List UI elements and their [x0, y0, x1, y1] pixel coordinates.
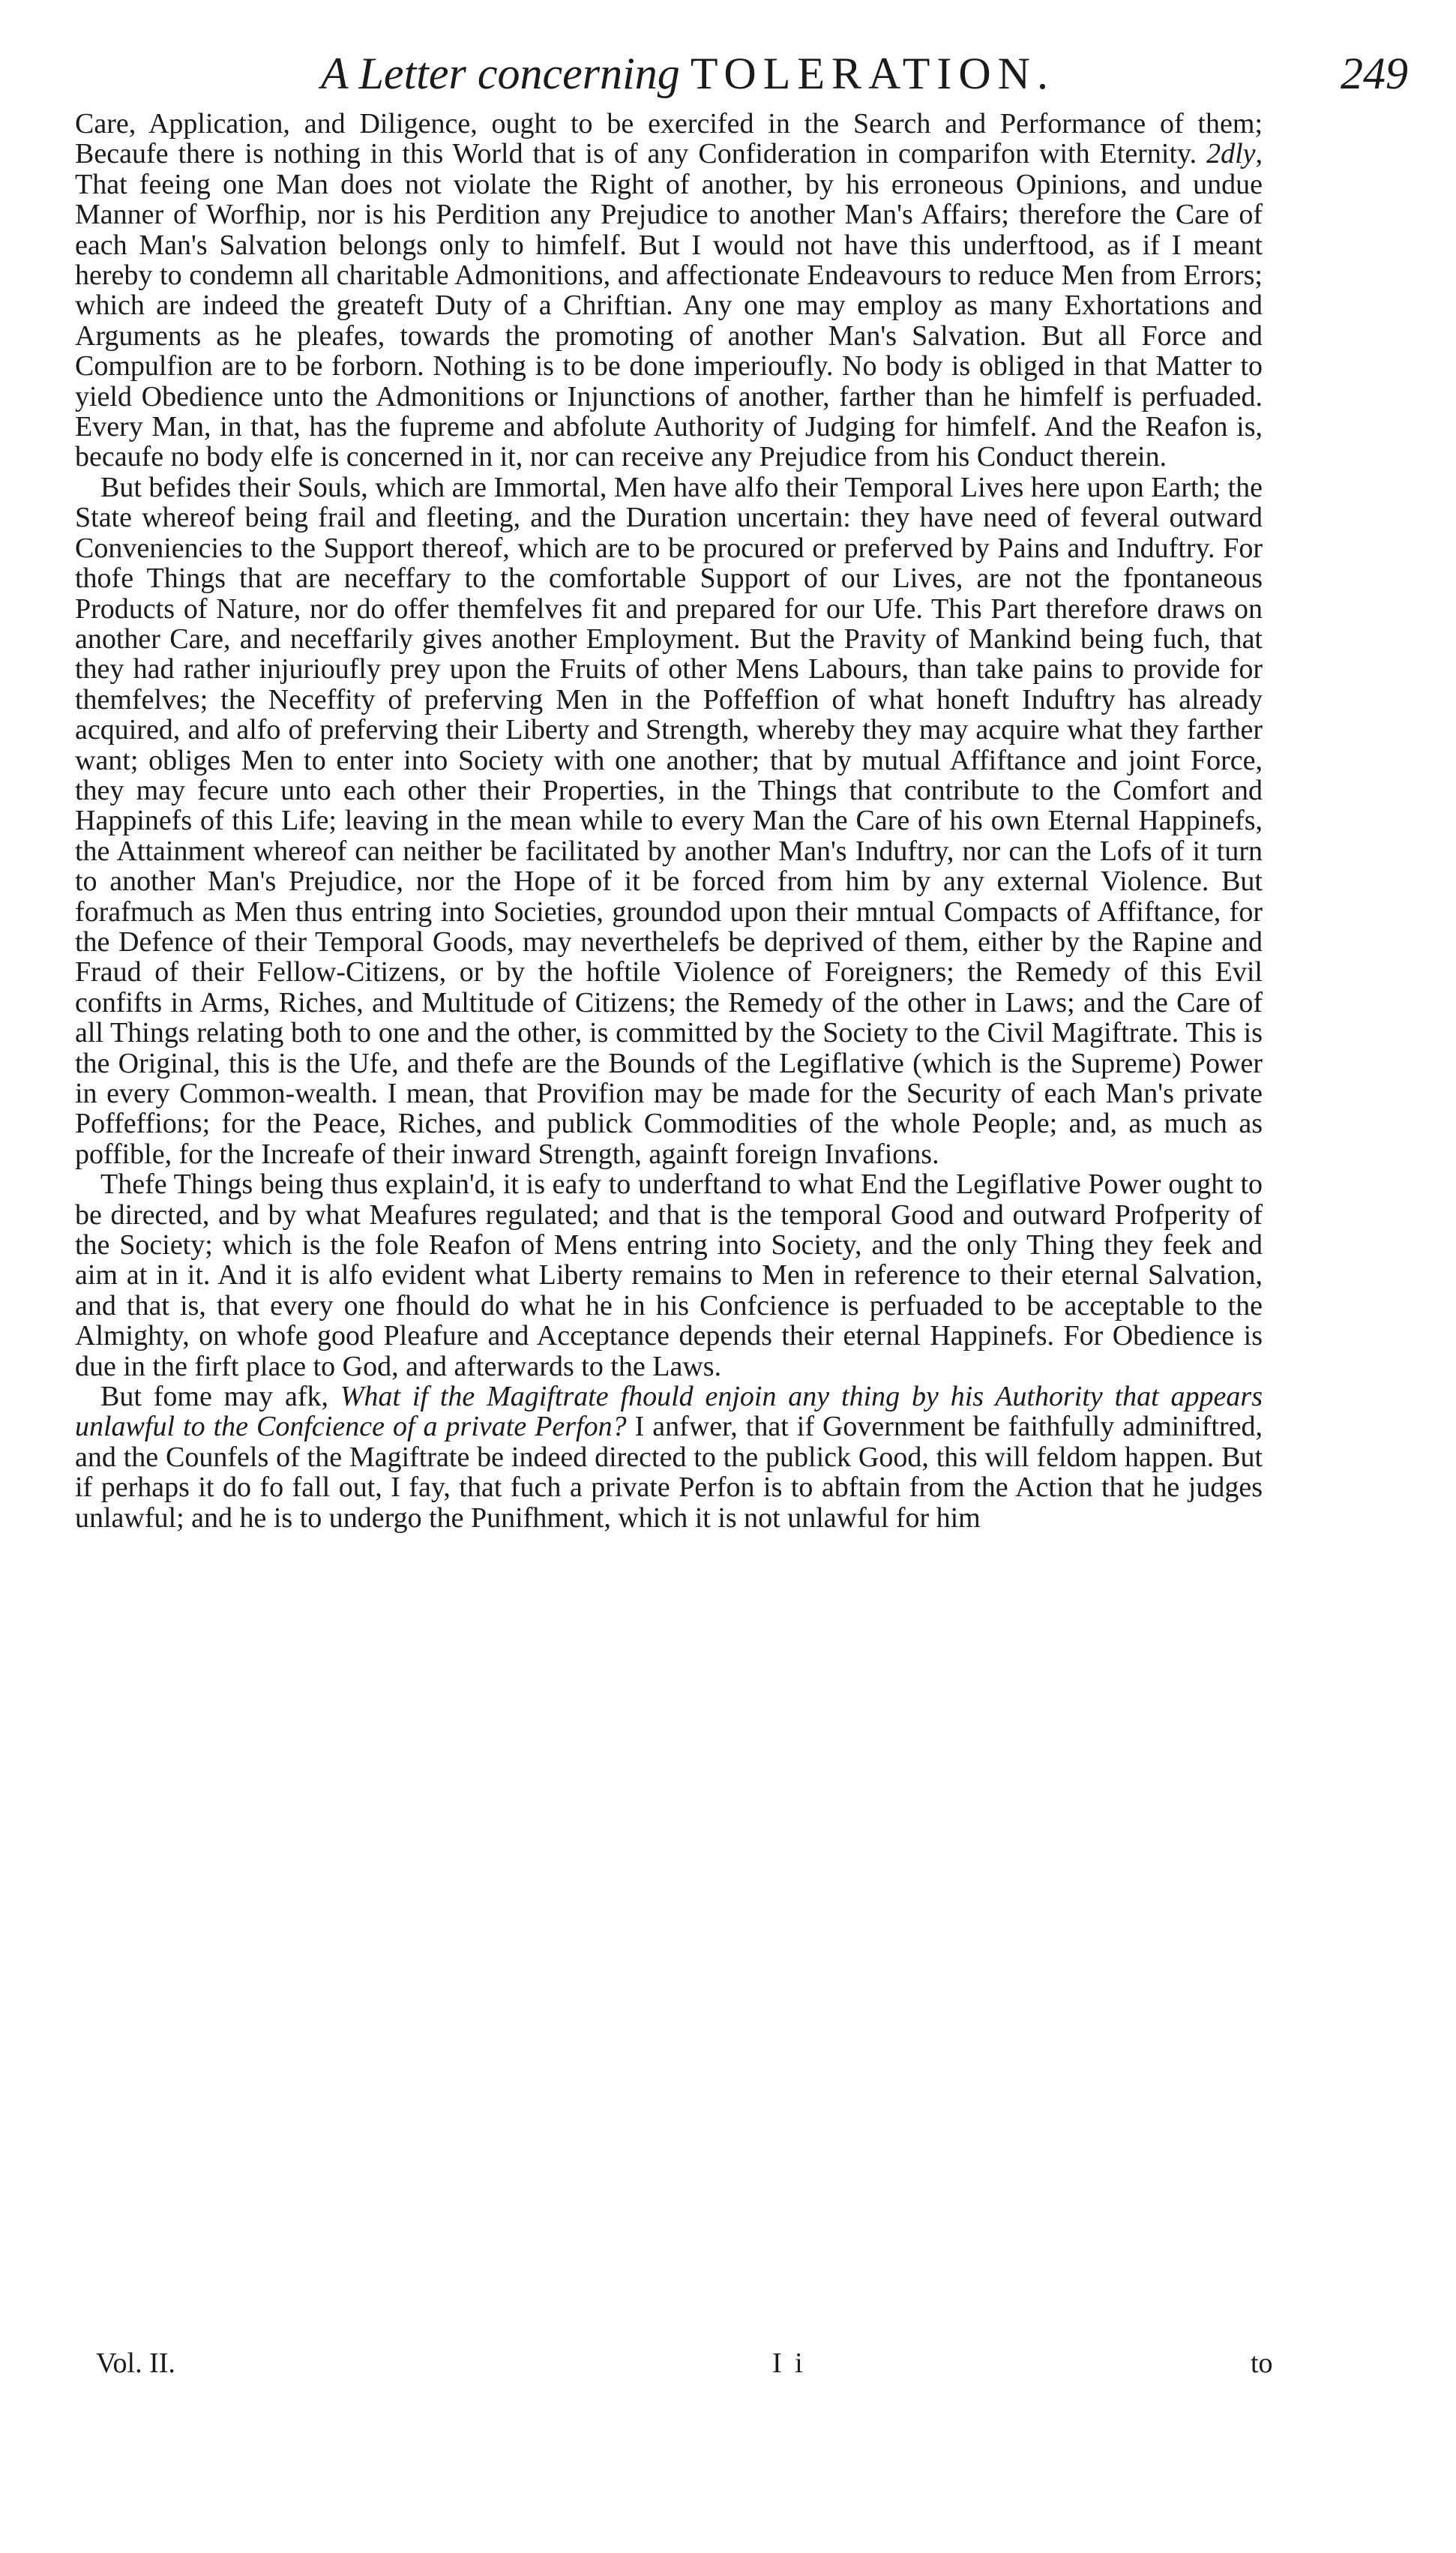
running-title-italic: A Letter concerning: [321, 49, 680, 98]
catchword: to: [1251, 2348, 1273, 2379]
page-footer: [0, 2344, 1456, 2382]
paragraph: [75, 472, 1263, 1169]
text-run: , That feeing one Man does not violate the Right of another, by his erroneous Opinions, and undue Manner of Worfhip, nor is his Perdition any Prejudice to another Man's Affairs; therefore the Care of each Man's Salvation belongs only to himfelf. But I would not have this underftood, as if I meant hereby to condemn all charitable Admonitions, and affectionate Endeavours to reduce Men from Errors; which are indeed the greateft Duty of a Chriftian. Any one may employ as many Exhortations and Arguments as he pleafes, towards the promoting of another Man's Salvation. But all Force and Compulfion are to be forborn. Nothing is to be done imperioufly. No body is obliged in that Matter to yield Obedience unto the Admonitions or Injunctions of another, farther than he himfelf is perfuaded. Every Man, in that, has the fupreme and abfolute Authority of Judging for himfelf. And the Reafon is, becaufe no body elfe is concerned in it, nor can receive any Prejudice from his Conduct therein.: [75, 138, 1263, 473]
running-header: [0, 44, 1456, 104]
text-run: Thefe Things being thus explain'd, it is eafy to underftand to what End the Legiflative Power ought to be directed, and by what Meafures regulated; and that is the temporal Good and outward Profperity of the Society; which is the fole Reafon of Mens entring into Society, and the only Thing they feek and aim at in it. And it is alfo evident what Liberty remains to Men in reference to their eternal Salvation, and that is, that every one fhould do what he in his Confcience is perfuaded to be acceptable to the Almighty, on whofe good Pleafure and Acceptance depends their eternal Happinefs. For Obedience is due in the firft place to God, and afterwards to the Laws.: [75, 1168, 1263, 1382]
running-title-caps: TOLERATION.: [690, 49, 1055, 98]
volume-label: Vol. II.: [96, 2348, 175, 2379]
text-run: Care, Application, and Diligence, ought to be exercifed in the Search and Performance of them; Becaufe there is nothing in this World that is of any Confideration in comparifon with Eternity.: [75, 108, 1263, 170]
text-run: I anfwer, that if Government be faithfully adminiftred, and the Counfels of the Magiftrate be indeed directed to the publick Good, this will feldom happen. But if perhaps it do fo fall out, I fay, that fuch a private Perfon is to abftain from the Action that he judges unlawful; and he is to undergo the Punifhment, which it is not unlawful for him: [75, 1411, 1263, 1534]
paragraph: [75, 109, 1263, 472]
signature-mark: I i: [772, 2348, 806, 2379]
running-title: [321, 44, 1055, 104]
italic-text: What if the Magiftrate fhould enjoin any thing by his Authority that appears unlawful to the Confcience of a private Perfon?: [75, 1381, 1263, 1443]
page-number: 249: [1341, 49, 1408, 98]
text-run: But fome may afk,: [100, 1381, 340, 1413]
paragraph: [75, 1382, 1263, 1533]
paragraph: [75, 1169, 1263, 1382]
text-run: But befides their Souls, which are Immortal, Men have alfo their Temporal Lives here upon Earth; the State whereof being frail and fleeting, and the Duration uncertain: they have need of feveral outward Conveniencies to the Support thereof, which are to be procured or preferved by Pains and Induftry. For thofe Things that are neceffary to the comfortable Support of our Lives, are not the fpontaneous Products of Nature, nor do offer themfelves fit and prepared for our Ufe. This Part therefore draws on another Care, and neceffarily gives another Employment. But the Pravity of Mankind being fuch, that they had rather injurioufly prey upon the Fruits of other Mens Labours, than take pains to provide for themfelves; the Neceffity of preferving Men in the Poffeffion of what honeft Induftry has already acquired, and alfo of preferving their Liberty and Strength, whereby they may acquire what they farther want; obliges Men to enter into Society with one another; that by mutual Affiftance and joint Force, they may fecure unto each other their Properties, in the Things that contribute to the Comfort and Happinefs of this Life; leaving in the mean while to every Man the Care of his own Eternal Happinefs, the Attainment whereof can neither be facilitated by another Man's Induftry, nor can the Lofs of it turn to another Man's Prejudice, nor the Hope of it be forced from him by any external Violence. But forafmuch as Men thus entring into Societies, groundod upon their mntual Compacts of Affiftance, for the Defence of their Temporal Goods, may neverthelefs be deprived of them, either by the Rapine and Fraud of their Fellow-Citizens, or by the hoftile Violence of Foreigners; the Remedy of this Evil confifts in Arms, Riches, and Multitude of Citizens; the Remedy of the other in Laws; and the Care of all Things relating both to one and the other, is committed by the Society to the Civil Magiftrate. This is the Original, this is the Ufe, and thefe are the Bounds of the Legiflative (which is the Supreme) Power in every Common-wealth. I mean, that Provifion may be made for the Security of each Man's private Poffeffions; for the Peace, Riches, and publick Commodities of the whole People; and, as much as poffible, for the Increafe of their inward Strength, againft foreign Invafions.: [75, 471, 1263, 1170]
italic-text: 2dly: [1206, 138, 1256, 170]
body-text: [75, 109, 1263, 1533]
